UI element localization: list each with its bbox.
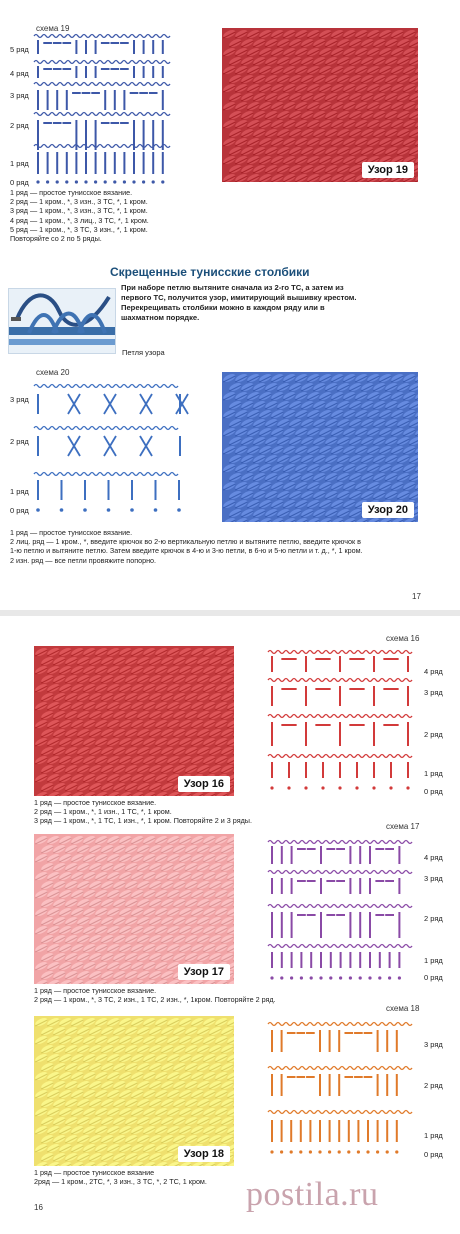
swatch-17-badge: Узор 17: [178, 964, 230, 980]
schema-18-diagram: [268, 1016, 418, 1166]
schema-17-title: схема 17: [386, 822, 420, 831]
page-number-17: 17: [412, 592, 421, 601]
schema-19-row-5-label: 5 ряд: [10, 45, 29, 54]
schema-20-row-1-label: 1 ряд: [10, 487, 29, 496]
schema-17-row-2-label: 2 ряд: [424, 914, 443, 923]
schema-20-diagram: [34, 376, 184, 516]
schema-16-title: схема 16: [386, 634, 420, 643]
schema-19-row-0-label: 0 ряд: [10, 178, 29, 187]
schema-20-row-2-label: 2 ряд: [10, 437, 29, 446]
schema-18-row-3-label: 3 ряд: [424, 1040, 443, 1049]
intro-text: При наборе петлю вытяните сначала из 2-го ТС, а затем из первого ТС, получится узор, имитирующий вышивку крестом. Перекрещивать столбики можно в каждом ряду или в шахматном порядке.: [121, 283, 357, 322]
schema-17-row-1-label: 1 ряд: [424, 956, 443, 965]
loop-illustration: [8, 288, 116, 354]
watermark-logo: postila.ru: [246, 1176, 379, 1213]
swatch-16-badge: Узор 16: [178, 776, 230, 792]
schema-18-description: 1 ряд — простое тунисское вязание 2ряд — 1 кром., 2ТС, *, 3 изн., 3 ТС, *, 2 ТС, 1 кром.: [34, 1168, 207, 1187]
schema-20-row-3-label: 3 ряд: [10, 395, 29, 404]
schema-17-row-0-label: 0 ряд: [424, 973, 443, 982]
page-number-16: 16: [34, 1203, 43, 1212]
schema-16-row-0-label: 0 ряд: [424, 787, 443, 796]
schema-18-title: схема 18: [386, 1004, 420, 1013]
schema-16-row-1-label: 1 ряд: [424, 769, 443, 778]
schema-19-row-2-label: 2 ряд: [10, 121, 29, 130]
swatch-18: [34, 1016, 234, 1166]
schema-20-row-0-label: 0 ряд: [10, 506, 29, 515]
schema-16-description: 1 ряд — простое тунисское вязание. 2 ряд — 1 кром., *, 1 изн., 1 ТС, *, 1 кром. 3 ряд — 1 кром., *, 1 ТС, 1 изн., *, 1 кром. Повторяйте 2 и 3 ряды.: [34, 798, 252, 826]
schema-16-row-3-label: 3 ряд: [424, 688, 443, 697]
schema-18-row-0-label: 0 ряд: [424, 1150, 443, 1159]
schema-19-row-3-label: 3 ряд: [10, 91, 29, 100]
schema-19-row-1-label: 1 ряд: [10, 159, 29, 168]
schema-17-diagram: [268, 834, 418, 984]
schema-16-diagram: [268, 644, 418, 794]
swatch-16: [34, 646, 234, 796]
swatch-20: [222, 372, 418, 522]
schema-20-title: схема 20: [36, 368, 70, 377]
page-divider: [0, 610, 460, 616]
schema-19-row-4-label: 4 ряд: [10, 69, 29, 78]
swatch-19: [222, 28, 418, 182]
swatch-18-badge: Узор 18: [178, 1146, 230, 1162]
swatch-19-badge: Узор 19: [362, 162, 414, 178]
swatch-17: [34, 834, 234, 984]
section-title: Скрещенные тунисские столбики: [110, 265, 310, 279]
schema-20-description: 1 ряд — простое тунисское вязание. 2 лиц. ряд — 1 кром., *, введите крючок во 2-ю вертикальную петлю и вытяните петлю, введите крючок в 1-ю петлю и вытяните петлю. Затем введите крючок в 4-ю и 3-ю петли, в 6-ю и 5-ю петли и т. д., *, 1 кром. 2 изн. ряд — все петли провяжите попорно.: [10, 528, 363, 565]
schema-17-row-4-label: 4 ряд: [424, 853, 443, 862]
schema-16-row-2-label: 2 ряд: [424, 730, 443, 739]
swatch-20-badge: Узор 20: [362, 502, 414, 518]
schema-19-title: схема 19: [36, 24, 70, 33]
schema-16-row-4-label: 4 ряд: [424, 667, 443, 676]
loop-caption: Петля узора: [122, 348, 165, 357]
schema-18-row-2-label: 2 ряд: [424, 1081, 443, 1090]
schema-18-row-1-label: 1 ряд: [424, 1131, 443, 1140]
schema-17-row-3-label: 3 ряд: [424, 874, 443, 883]
schema-17-description: 1 ряд — простое тунисское вязание. 2 ряд — 1 кром., *, 3 ТС, 2 изн., 1 ТС, 2 изн., *, 1кром. Повторяйте 2 ряд.: [34, 986, 276, 1005]
schema-19-diagram: [34, 30, 174, 190]
schema-19-description: 1 ряд — простое тунисское вязание. 2 ряд — 1 кром., *, 3 изн., 3 ТС, *, 1 кром. 3 ряд — 1 кром., *, 3 изн., 3 ТС, *, 1 кром. 4 ряд — 1 кром., *, 3 лиц., 3 ТС, *, 1 кром. 5 ряд — 1 кром., *, 3 ТС, 3 изн., *, 1 кром. Повторяйте со 2 по 5 ряды.: [10, 188, 149, 244]
